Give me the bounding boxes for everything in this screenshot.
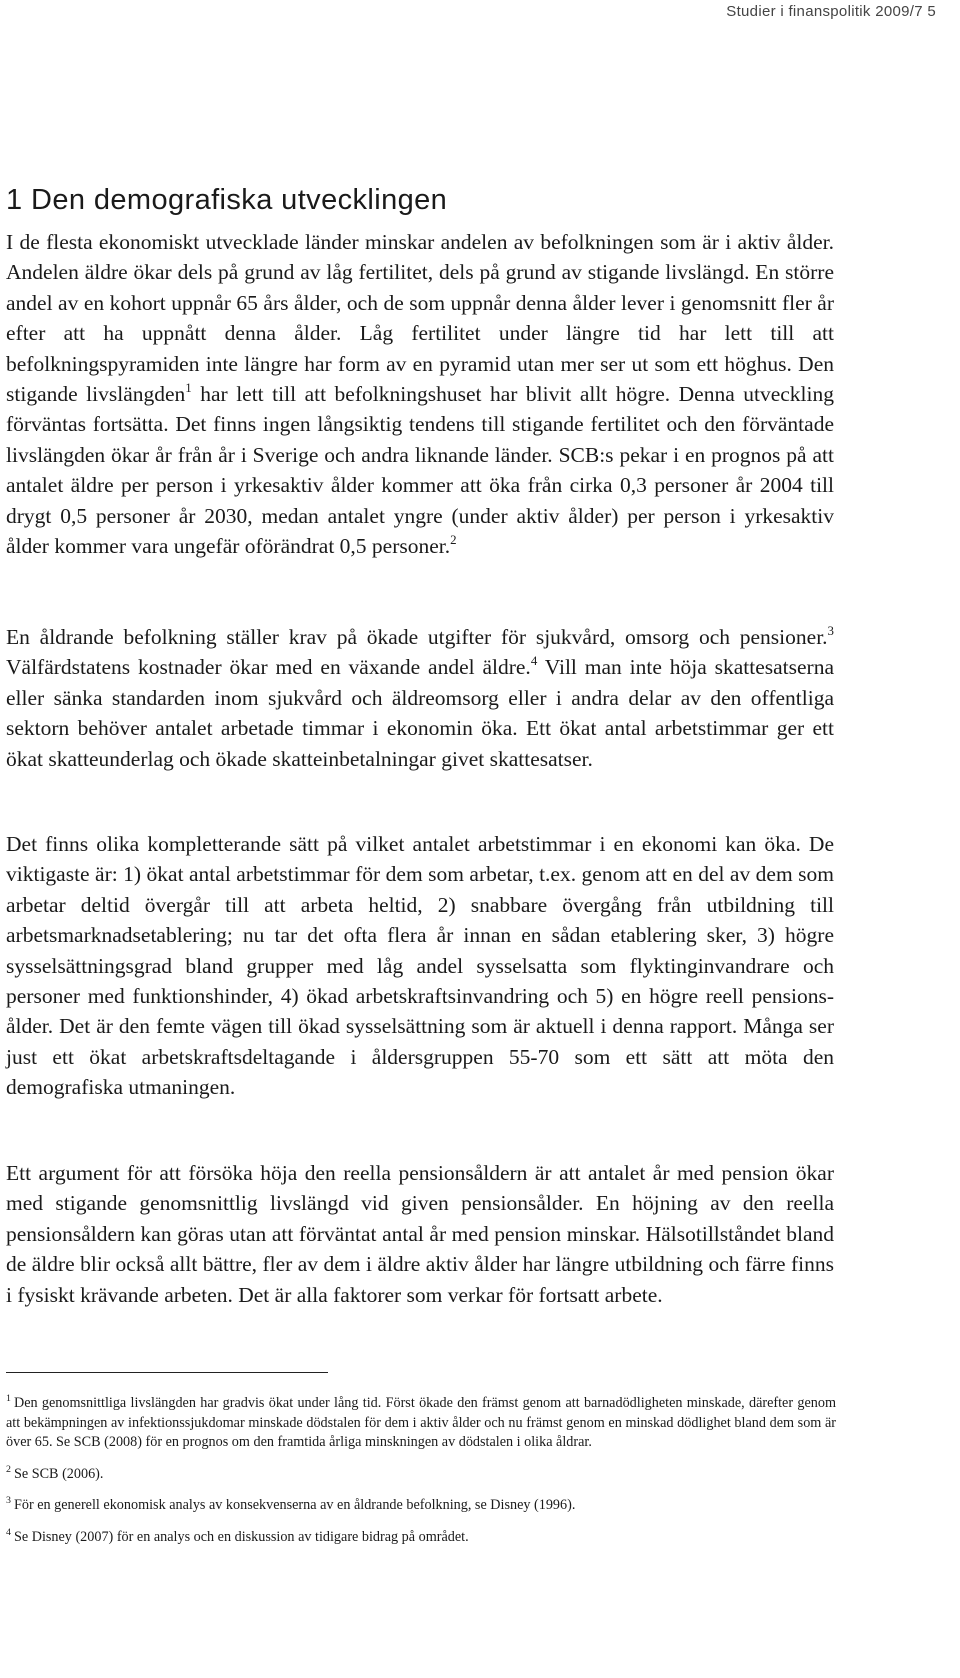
footnote-ref-4[interactable]: 4 (530, 653, 538, 668)
footnote-ref-3[interactable]: 3 (827, 623, 834, 638)
footnote-1 (6, 1394, 836, 1453)
paragraph-text: har lett till att befolkningshuset har blivit allt högre. Denna utveckling förväntas fortsätta. Det finns ingen långsiktig tendens till stigande fertilitet och den förväntade livslängden ökar år från år i Sverige och andra liknande länder. SCB:s pekar i en prognos på att antalet äldre per person i yrkesaktiv ålder kommer att öka från cirka 0,3 personer år 2004 till drygt 0,5 personer år 2030, medan antalet yngre (under aktiv ålder) per person i yrkesaktiv ålder kommer vara ungefär oförändrat 0,5 personer. (6, 382, 834, 559)
footnote-ref-1[interactable]: 1 (185, 380, 192, 395)
footnote-4 (6, 1528, 836, 1548)
body-paragraph-4 (6, 1158, 834, 1310)
footnote-text: Se Disney (2007) för en analys och en diskussion av tidigare bidrag på området. (13, 1528, 469, 1545)
paragraph-text: Ett argument för att försöka höja den reella pensionsåldern är att antalet år med pension ökar med stigande genomsnittlig livslängd vid given pensionsålder. En höjning av den reella pensionsåldern kan göras utan att förväntat antal år med pension minskar. Hälsotillståndet bland de äldre blir också allt bättre, fler av dem i äldre aktiv ålder har längre utbildning och färre finns i fysiskt krävande arbeten. Det är alla faktorer som verkar för fortsatt arbete. (6, 1161, 834, 1307)
footnote-number: 4 (6, 1526, 11, 1538)
body-paragraph-1 (6, 227, 834, 561)
footnote-text: För en generell ekonomisk analys av konsekvenserna av en åldrande befolkning, se Disney (1996). (13, 1497, 576, 1513)
footnote-number: 1 (6, 1393, 11, 1405)
footnote-text: Den genomsnittliga livslängden har gradvis ökat under lång tid. Först ökade den främst genom att barnadödligheten minskade, därefter genom att bekämpningen av infektionssjukdomar minskade dödstalen för dem i aktiv ålder och nu främst genom en minskad dödlighet bland dem som är över 65. Se SCB (2008) för en prognos om den framtida årliga minskningen av dödstalen i olika åldrar. (6, 1395, 836, 1450)
body-paragraph-3 (6, 829, 834, 1103)
footnote-number: 2 (6, 1463, 11, 1475)
paragraph-text: Det finns olika kompletterande sätt på vilket antalet arbetstimmar i en ekonomi kan öka. De viktigaste är: 1) ökat antal arbetstimmar för dem som arbetar, t.ex. genom att en del av dem som arbetar deltid övergår till att arbeta heltid, 2) snabbare övergång från utbildning till arbetsmarknadsetablering; nu tar det ofta flera år innan en sådan etablering sker, 3) högre sysselsättningsgrad bland grupper med låg andel sysselsatta som flyktinginvandrare och personer med funktionshinder, 4) ökad arbetskraftsinvandring och 5) en högre reell pensionsålder. Det är den femte vägen till ökad sysselsättning som är aktuell i denna rapport. Många ser just ett ökat arbetskraftsdeltagande i åldersgruppen 55-70 som ett sätt att möta den demografiska utmaningen. (6, 832, 834, 1100)
footnote-text: Se SCB (2006). (13, 1465, 104, 1482)
paragraph-text: Välfärdstatens kostnader ökar med en växande andel äldre. (6, 655, 531, 680)
footnote-2 (6, 1465, 836, 1485)
footnote-separator (6, 1372, 328, 1373)
paragraph-text: I de flesta ekonomiskt utvecklade länder minskar andelen av befolkningen som är i aktiv ålder. Andelen äldre ökar dels på grund av låg fertilitet, dels på grund av stigande livslängd. En större andel av en kohort uppnår 65 års ålder, och de som uppnår denna ålder lever i genomsnitt fler år efter att ha uppnått denna ålder. Låg fertilitet under längre tid har lett till att befolkningspyramiden inte längre har form av en pyramid utan mer ser ut som ett höghus. Den stigande livslängden (6, 230, 834, 407)
footnote-ref-2[interactable]: 2 (450, 532, 457, 547)
paragraph-text: En åldrande befolkning ställer krav på ökade utgifter för sjukvård, omsorg och pensioner. (6, 625, 828, 649)
section-heading: 1 Den demografiska utvecklingen (6, 184, 448, 216)
running-header: Studier i finanspolitik 2009/7 5 (726, 3, 936, 20)
body-paragraph-2 (6, 622, 834, 774)
footnote-number: 3 (6, 1495, 11, 1507)
footnote-3 (6, 1496, 836, 1516)
paragraph-text: Vill man inte höja skattesatserna eller sänka standarden inom sjukvård och äldreomsorg eller i andra delar av den offentliga sektorn behöver antalet arbetade timmar i ekonomin öka. Ett ökat antal arbetstimmar ger ett ökat skatteunderlag och ökade skatteinbetalningar givet skattesatser. (6, 655, 834, 771)
footnotes (6, 1394, 836, 1559)
